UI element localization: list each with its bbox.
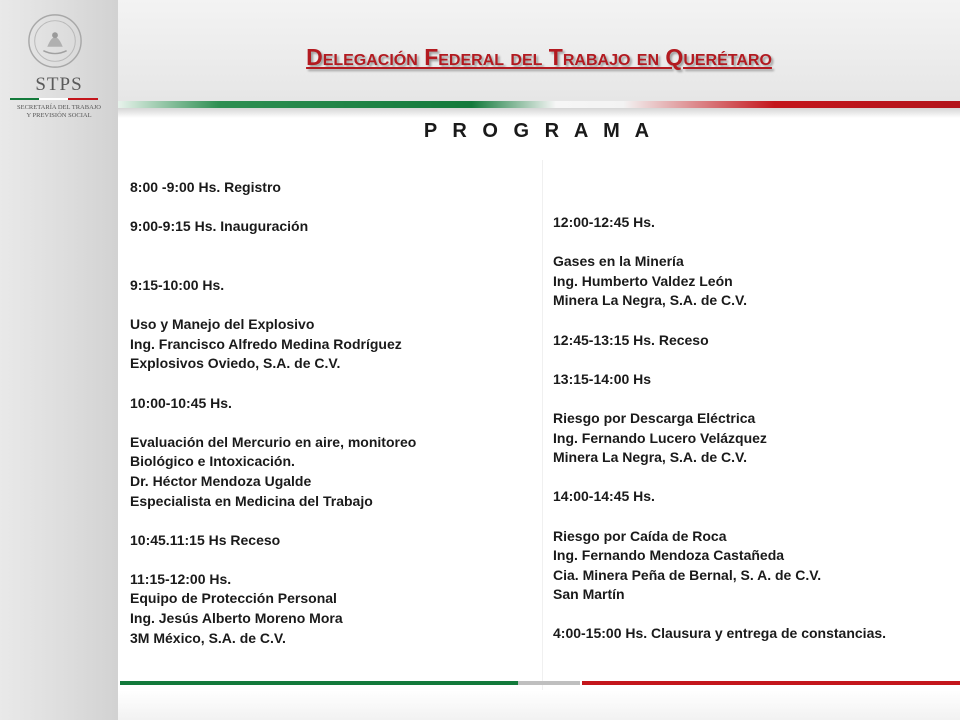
schedule-line: San Martín [553, 586, 625, 603]
schedule-line: 13:15-14:00 Hs [553, 370, 652, 387]
schedule-line: Riesgo por Descarga Eléctrica [553, 409, 756, 426]
schedule-line [130, 198, 416, 218]
schedule-line: Minera La Negra, S.A. de C.V. [553, 449, 747, 466]
schedule-line: Gases en la Minería [553, 253, 684, 270]
schedule-line [130, 413, 416, 433]
schedule-line [130, 296, 416, 316]
schedule-line [553, 389, 886, 409]
schedule-line: 10:00-10:45 Hs. [130, 394, 232, 411]
schedule-line: Equipo de Protección Personal [130, 590, 337, 607]
schedule-line: Dr. Héctor Mendoza Ugalde [130, 472, 312, 489]
schedule-line [553, 507, 886, 527]
schedule-line: 9:15-10:00 Hs. [130, 276, 225, 293]
stps-subtitle-line-1: SECRETARÍA DEL TRABAJO [17, 104, 101, 111]
stps-logo-text: STPS [35, 74, 83, 95]
schedule-line: 12:45-13:15 Hs. Receso [553, 331, 709, 348]
schedule-line: Evaluación del Mercurio en aire, monitoreo [130, 433, 417, 450]
schedule-line: Uso y Manejo del Explosivo [130, 316, 315, 333]
schedule-line: Ing. Humberto Valdez León [553, 272, 733, 289]
schedule-line: 11:15-12:00 Hs. [130, 570, 232, 587]
schedule-line: 14:00-14:45 Hs. [553, 488, 655, 505]
schedule-line: Riesgo por Caída de Roca [553, 527, 727, 544]
stps-subtitle-line-2: Y PREVISIÓN SOCIAL [26, 112, 92, 119]
schedule-line: Biológico e Intoxicación. [130, 453, 295, 470]
schedule-line [553, 233, 886, 253]
schedule-line: 10:45.11:15 Hs Receso [130, 531, 281, 548]
footer-grey-segment [518, 681, 580, 685]
schedule-line: 12:00-12:45 Hs. [553, 214, 655, 230]
schedule-line [130, 237, 416, 257]
schedule-line [130, 256, 416, 276]
schedule-line [130, 550, 416, 570]
schedule-line: 9:00-9:15 Hs. Inauguración [130, 218, 309, 235]
national-seal-icon [26, 12, 84, 70]
programa-heading: P R O G R A M A [423, 120, 655, 142]
schedule-line: Ing. Fernando Mendoza Castañeda [553, 547, 785, 564]
schedule-line: Ing. Fernando Lucero Velázquez [553, 429, 767, 446]
logo-sidebar [0, 0, 118, 720]
schedule-left-column [130, 178, 416, 648]
schedule-line [130, 511, 416, 531]
schedule-line: Especialista en Medicina del Trabajo [130, 492, 373, 509]
schedule-line [553, 350, 886, 370]
footer-flag-bar [120, 681, 960, 685]
schedule-line: Minera La Negra, S.A. de C.V. [553, 292, 747, 309]
schedule-line [553, 311, 886, 331]
schedule-line: Explosivos Oviedo, S.A. de C.V. [130, 355, 341, 372]
schedule-line: 3M México, S.A. de C.V. [130, 629, 286, 646]
schedule-right-column [553, 213, 886, 644]
schedule-line [553, 468, 886, 488]
column-divider [542, 160, 543, 690]
schedule-line [553, 605, 886, 625]
schedule-line: Cia. Minera Peña de Bernal, S. A. de C.V. [553, 566, 822, 583]
footer-green-segment [120, 681, 518, 685]
schedule-line: Ing. Francisco Alfredo Medina Rodríguez [130, 335, 402, 352]
logo-flag-bar [10, 98, 98, 100]
schedule-line: Ing. Jesús Alberto Moreno Mora [130, 610, 343, 627]
footer-fade [118, 690, 960, 720]
schedule-line: 4:00-15:00 Hs. Clausura y entrega de constancias. [553, 625, 887, 642]
schedule-line: 8:00 -9:00 Hs. Registro [130, 179, 281, 195]
footer-red-segment [582, 681, 960, 685]
schedule-line [130, 374, 416, 394]
header-shadow [118, 108, 960, 118]
page-title: Delegación Federal del Trabajo en Querétaro [306, 44, 772, 70]
stps-logo-subtitle [0, 104, 118, 120]
